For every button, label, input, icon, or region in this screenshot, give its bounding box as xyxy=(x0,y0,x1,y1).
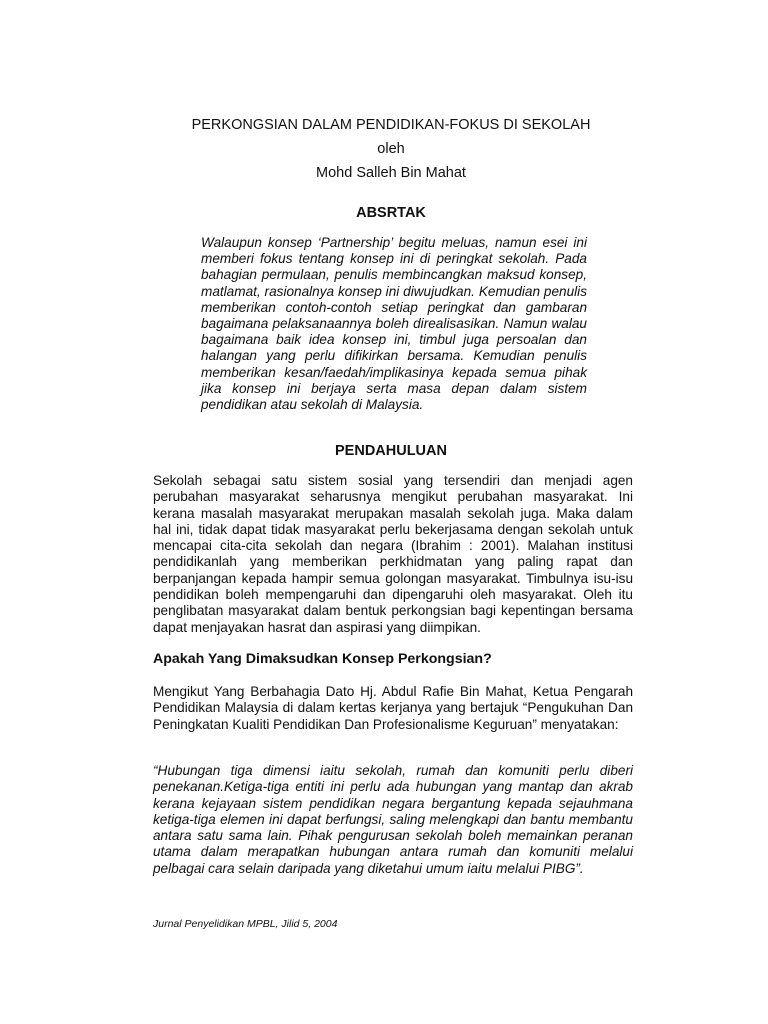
page-footer: Jurnal Penyelidikan MPBL, Jilid 5, 2004 xyxy=(153,918,338,930)
author-name: Mohd Salleh Bin Mahat xyxy=(316,165,466,181)
byline-oleh: oleh xyxy=(377,141,405,157)
definition-paragraph: Mengikut Yang Berbahagia Dato Hj. Abdul Rafie Bin Mahat, Ketua Pengarah Pendidikan Malaysia di dalam kertas kerjanya yang bertajuk “Pengukuhan Dan Peningkatan Kualiti Pendidikan Dan Profesionalisme Keguruan” menyatakan: xyxy=(153,684,633,732)
block-quote: “Hubungan tiga dimensi iaitu sekolah, rumah dan komuniti perlu diberi penekanan.Ketiga-tiga entiti ini perlu ada hubungan yang mantap dan akrab kerana kejayaan sistem pendidikan negara bergantung kepada sejauhmana ketiga-tiga elemen ini dapat berfungsi, saling melengkapi dan bantu membantu antara satu sama lain. Pihak pengurusan sekolah boleh memainkan peranan utama dalam merapatkan hubungan antara rumah dan komuniti melalui pelbagai cara selain daripada yang diketahui umum iaitu melalui PIBG”. xyxy=(153,763,633,876)
intro-paragraph: Sekolah sebagai satu sistem sosial yang tersendiri dan menjadi agen perubahan masyarakat seharusnya mengikut perubahan masyarakat. Ini kerana masalah masyarakat merupakan masalah sekolah juga. Maka dalam hal ini, tidak dapat tidak masyarakat perlu bekerjasama dengan sekolah untuk mencapai cita-cita sekolah dan negara (Ibrahim : 2001). Malahan institusi pendidikanlah yang memberikan perkhidmatan yang paling rapat dan berpanjangan kepada hampir semua golongan masyarakat. Timbulnya isu-isu pendidikan boleh mempengaruhi dan dipengaruhi oleh masyarakat. Oleh itu penglibatan masyarakat dalam bentuk perkongsian bagi kepentingan bersama dapat menjayakan hasrat dan aspirasi yang diimpikan. xyxy=(153,473,633,635)
abstract-text: Walaupun konsep ‘Partnership’ begitu meluas, namun esei ini memberi fokus tentang konsep ini di peringkat sekolah. Pada bahagian permulaan, penulis membincangkan maksud konsep, matlamat, rasionalnya konsep ini diwujudkan. Kemudian penulis memberikan contoh-contoh setiap peringkat dan gambaran bagaimana pelaksanaannya boleh direalisasikan. Namun walau bagaimana baik idea konsep ini, timbul juga persoalan dan halangan yang perlu difikirkan bersama. Kemudian penulis memberikan kesan/faedah/implikasinya kepada semua pihak jika konsep ini berjaya serta masa depan dalam sistem pendidikan atau sekolah di Malaysia. xyxy=(201,235,587,413)
document-title: PERKONGSIAN DALAM PENDIDIKAN-FOKUS DI SEKOLAH xyxy=(191,117,591,133)
subheading-konsep: Apakah Yang Dimaksudkan Konsep Perkongsian? xyxy=(153,651,492,667)
abstract-heading: ABSRTAK xyxy=(356,205,426,221)
section-heading-pendahuluan: PENDAHULUAN xyxy=(335,443,447,459)
